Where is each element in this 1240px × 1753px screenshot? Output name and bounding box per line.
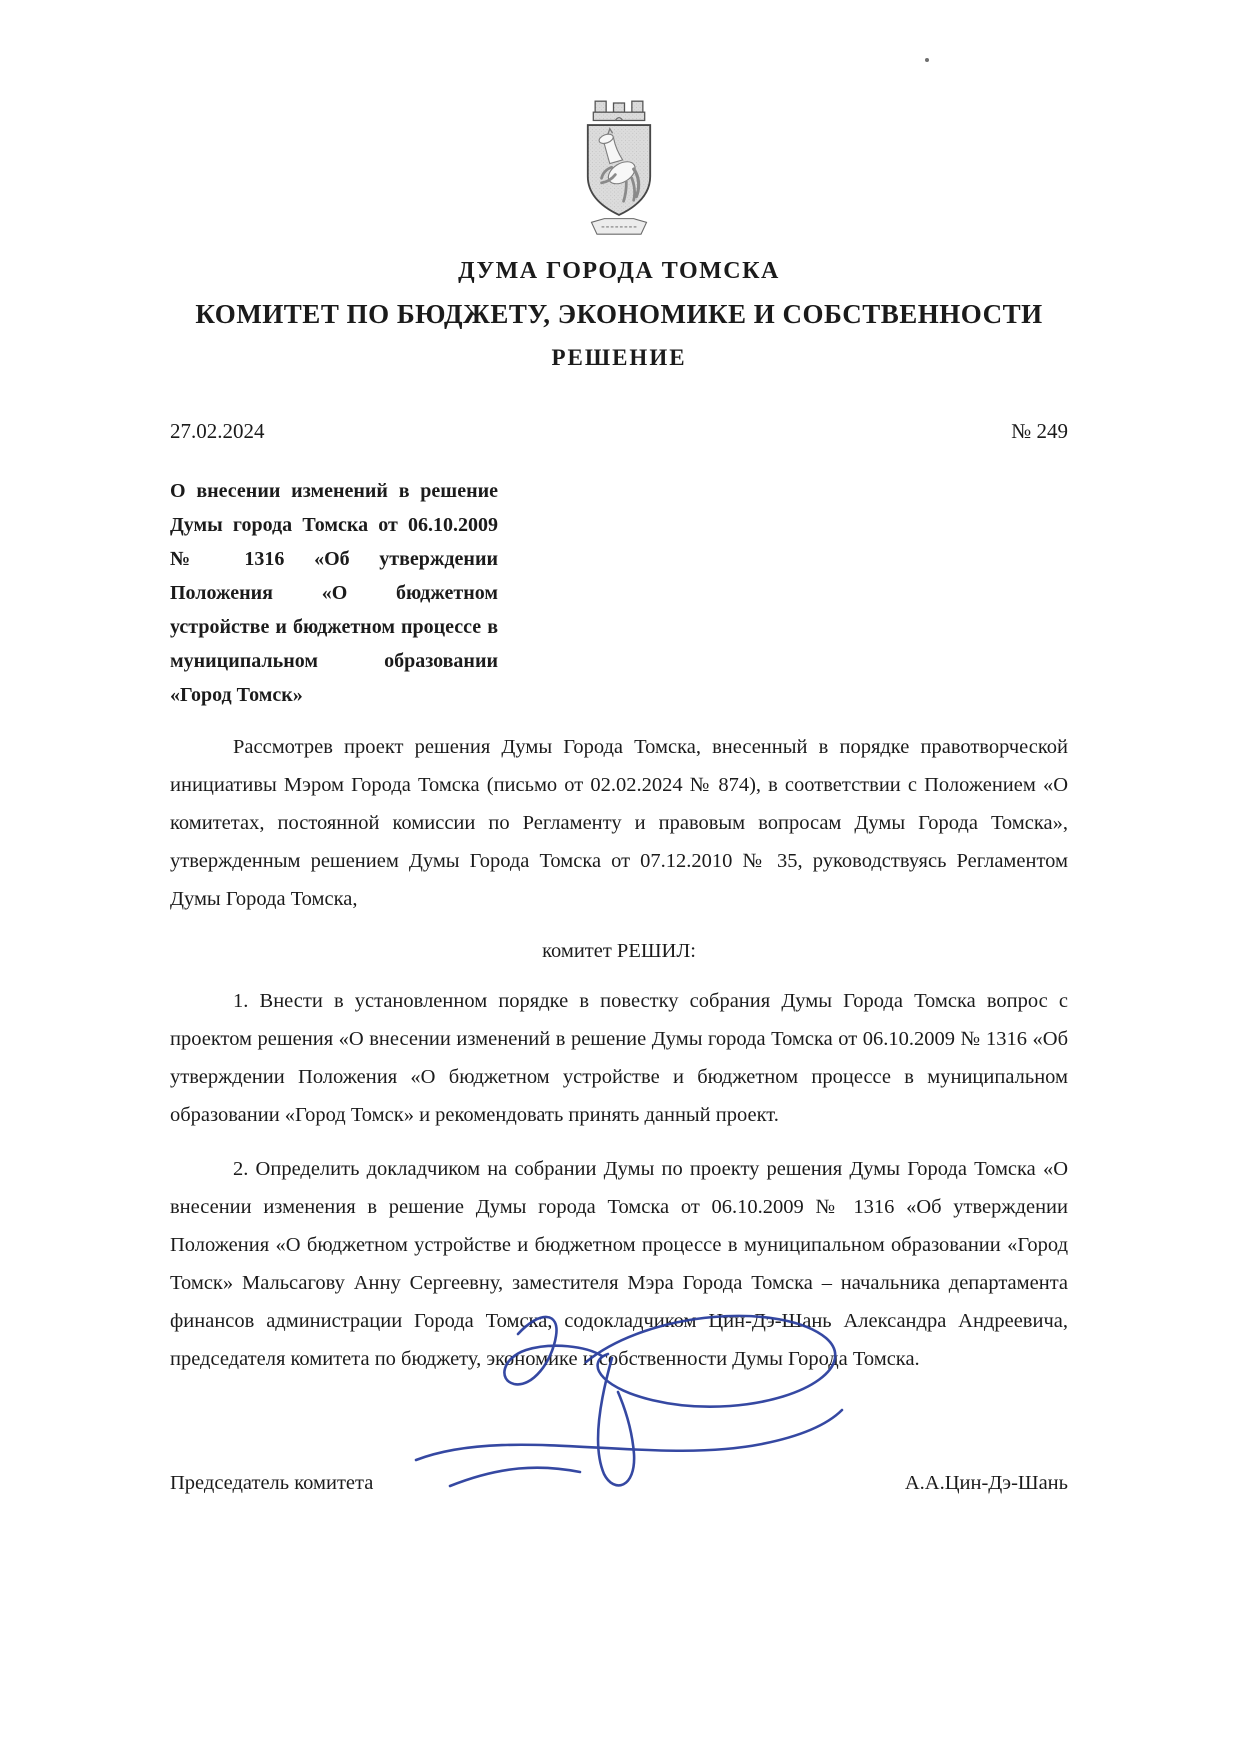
resolution-item-2: 2. Определить докладчиком на собрании Думы по проекту решения Думы Города Томска «О внесении изменения в решение Думы города Томска от 06.10.2009 № 1316 «Об утверждении Положения «О бюджетном устройстве и бюджетном процессе в муниципальном образовании «Город Томск» Мальсагову Анну Сергеевну, заместителя Мэра Города Томска – начальника департамента финансов администрации Города Томска, содокладчиком Цин-Дэ-Шань Александра Андреевича, председателя комитета по бюджету, экономике и собственности Думы Города Томска.	[170, 1158, 1068, 1370]
intro-paragraph: Рассмотрев проект решения Думы Города Томска, внесенный в порядке правотворческой инициативы Мэром Города Томска (письмо от 02.02.2024 № 874), в соответствии с Положением «О комитетах, постоянной комиссии по Регламенту и правовым вопросам Думы Города Томска», утвержденным решением Думы Города Томска от 07.12.2010 № 35, руководствуясь Регламентом Думы Города Томска,	[170, 736, 1068, 910]
document-number: № 249	[1011, 419, 1068, 443]
meta-row	[170, 418, 1068, 444]
resolved-heading: комитет РЕШИЛ:	[542, 940, 696, 962]
document-subject: О внесении изменений в решение Думы города Томска от 06.10.2009 № 1316 «Об утверждении Положения «О бюджетном устройстве и бюджетном процессе в муниципальном образовании «Город Томск»	[170, 480, 498, 706]
tomsk-coat-of-arms-icon	[573, 92, 665, 248]
signatory-name: А.А.Цин-Дэ-Шань	[904, 1472, 1068, 1494]
document-type-title: РЕШЕНИЕ	[551, 345, 687, 370]
signatory-title: Председатель комитета	[170, 1472, 374, 1494]
scan-artifact-dot	[925, 58, 929, 62]
document-date: 27.02.2024	[170, 419, 265, 443]
committee-name: КОМИТЕТ ПО БЮДЖЕТУ, ЭКОНОМИКЕ И СОБСТВЕННОСТИ	[195, 299, 1043, 329]
resolution-item-1: 1. Внести в установленном порядке в повестку собрания Думы Города Томска вопрос с проектом решения «О внесении изменений в решение Думы города Томска от 06.10.2009 № 1316 «Об утверждении Положения «О бюджетном устройстве и бюджетном процессе в муниципальном образовании «Город Томск» и рекомендовать принять данный проект.	[170, 990, 1068, 1126]
organization-name: ДУМА ГОРОДА ТОМСКА	[458, 258, 780, 284]
signature-row	[170, 1470, 1068, 1496]
